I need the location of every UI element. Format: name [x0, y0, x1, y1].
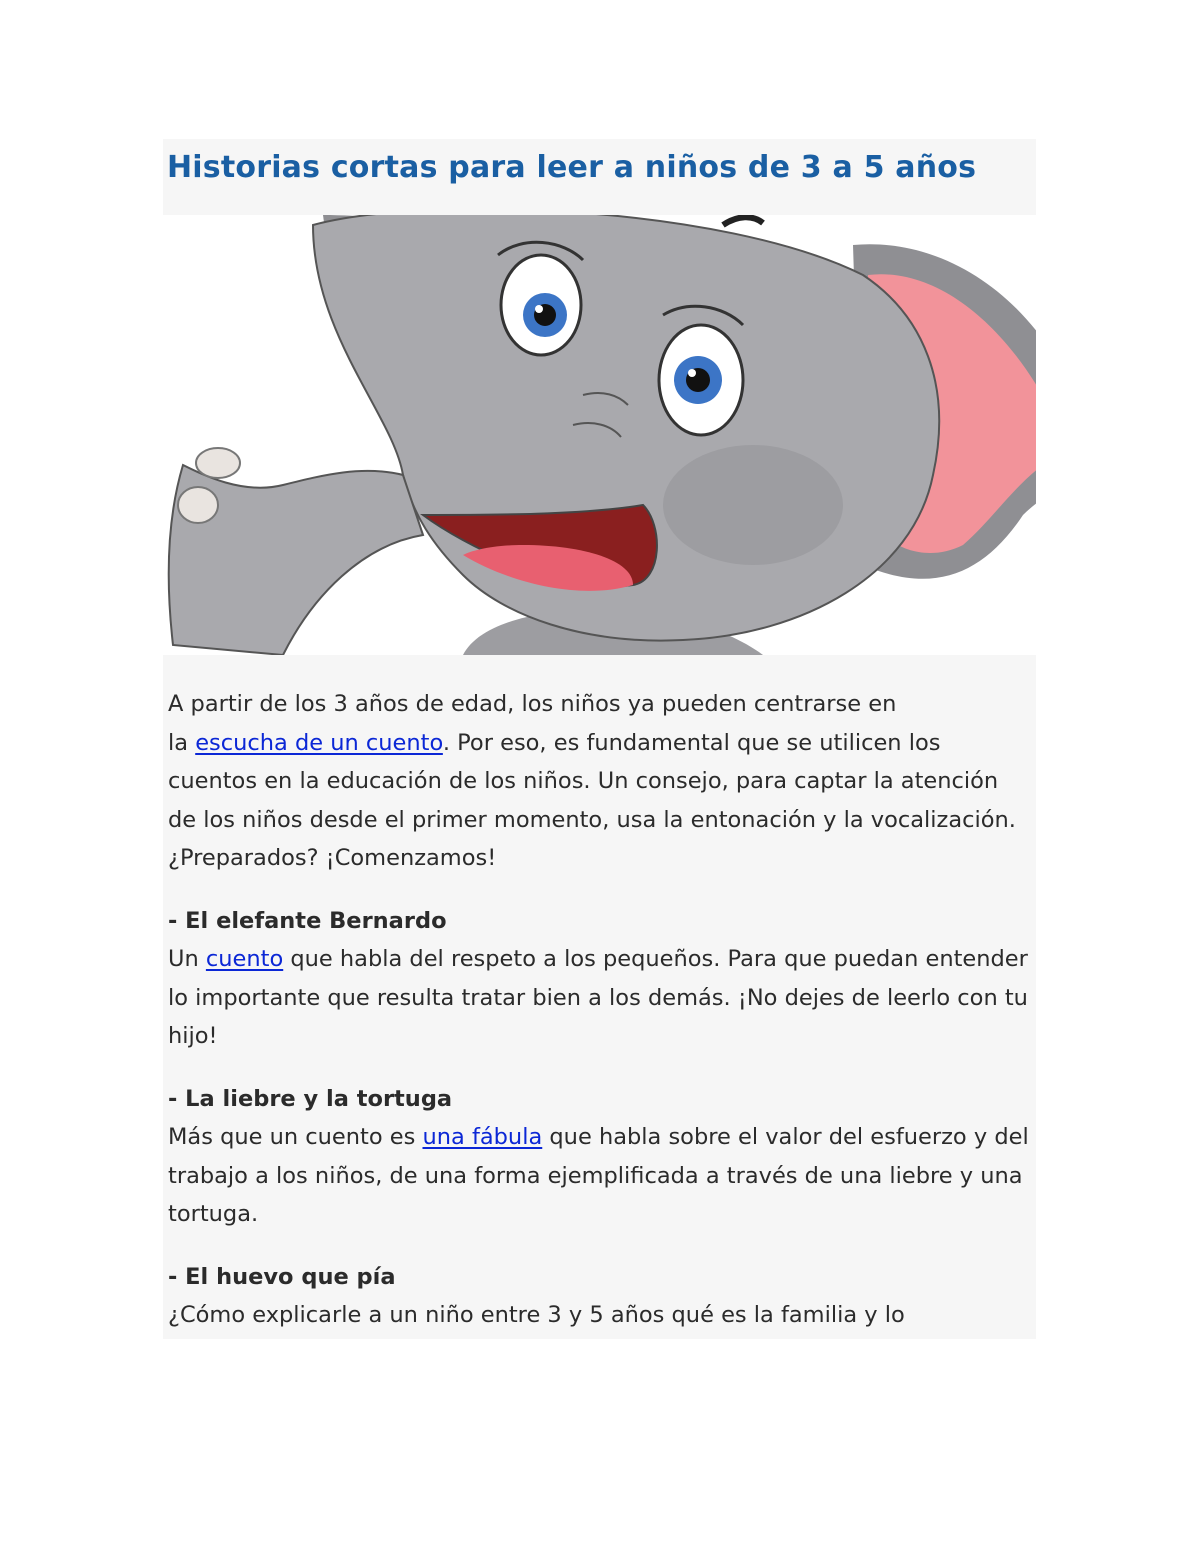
- cuento-link[interactable]: cuento: [205, 946, 284, 972]
- intro-text-prefix: la: [168, 729, 196, 756]
- story-text-pre: Más que un cuento es: [168, 1124, 423, 1150]
- title-block: [163, 139, 1036, 215]
- story-paragraph-liebre: [168, 1118, 1030, 1234]
- story-text-pre: Un: [168, 946, 206, 972]
- story-heading-elefante: - El elefante Bernardo: [168, 907, 447, 934]
- page-title: Historias cortas para leer a niños de 3 a 5 años: [167, 150, 977, 185]
- story-paragraph-elefante: [168, 940, 1030, 1056]
- story-text-post: que habla del respeto a los pequeños. Para que puedan entender lo importante que resulta tratar bien a los demás. ¡No dejes de leerlo con tu hijo!: [168, 946, 1028, 1049]
- story-heading-liebre: - La liebre y la tortuga: [168, 1085, 453, 1112]
- story-heading-huevo: - El huevo que pía: [168, 1263, 396, 1290]
- elephant-image: [163, 215, 1036, 655]
- fabula-link[interactable]: una fábula: [422, 1124, 543, 1150]
- story-text-pre: ¿Cómo explicarle a un niño entre 3 y 5 años qué es la familia y lo: [168, 1302, 905, 1328]
- story-paragraph-huevo: [168, 1296, 1030, 1334]
- escucha-cuento-link[interactable]: escucha de un cuento: [195, 729, 443, 756]
- story-text-post: que habla sobre el valor del esfuerzo y del trabajo a los niños, de una forma ejemplificada a través de una liebre y una tortuga.: [168, 1124, 1029, 1227]
- elephant-illustration: [163, 215, 1036, 655]
- intro-text: A partir de los 3 años de edad, los niños ya pueden centrarse en: [168, 691, 897, 717]
- article-body: [163, 655, 1036, 1339]
- intro-paragraph: [168, 685, 1030, 878]
- intro-text-rest: . Por eso, es fundamental que se utilicen los cuentos en la educación de los niños. Un consejo, para captar la atención de los niños desde el primer momento, usa la entonación y la vocalización. ¿Preparados? ¡Comenzamos!: [168, 729, 1016, 871]
